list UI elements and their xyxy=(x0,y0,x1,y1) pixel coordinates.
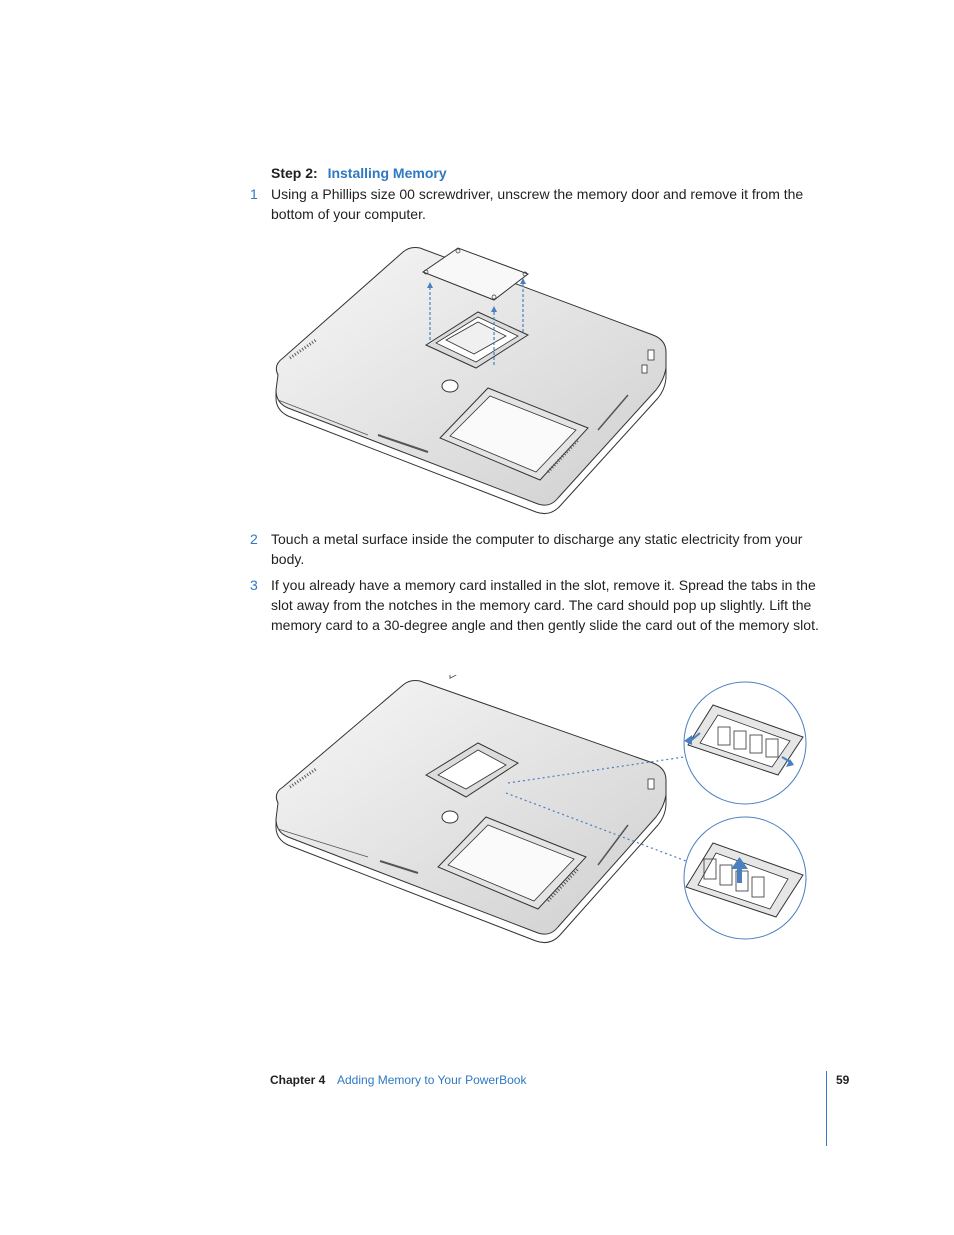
page-number: 59 xyxy=(836,1073,850,1087)
list-item-number: 2 xyxy=(250,531,258,547)
list-item-number: 3 xyxy=(250,577,258,593)
memory-card-removal-illustration xyxy=(268,675,813,950)
step-heading xyxy=(271,163,447,183)
step-title: Installing Memory xyxy=(327,165,447,181)
step-label: Step 2: xyxy=(271,165,318,181)
list-item-text: If you already have a memory card installed in the slot, remove it. Spread the tabs in the slot away from the notches in the memory card. The card should pop up slightly. Lift the memory card to a 30-degree angle and then gently slide the card out of the memory slot. xyxy=(271,577,819,633)
footer-chapter: Chapter 4 xyxy=(270,1073,326,1087)
footer-divider xyxy=(826,1071,827,1146)
footer-chapter-title: Adding Memory to Your PowerBook xyxy=(337,1073,527,1087)
powerbook-memory-door-illustration xyxy=(268,240,673,515)
list-item-text: Touch a metal surface inside the computer to discharge any static electricity from your body. xyxy=(271,531,803,567)
list-item-text: Using a Phillips size 00 screwdriver, unscrew the memory door and remove it from the bottom of your computer. xyxy=(271,186,804,222)
list-item-number: 1 xyxy=(250,186,258,202)
